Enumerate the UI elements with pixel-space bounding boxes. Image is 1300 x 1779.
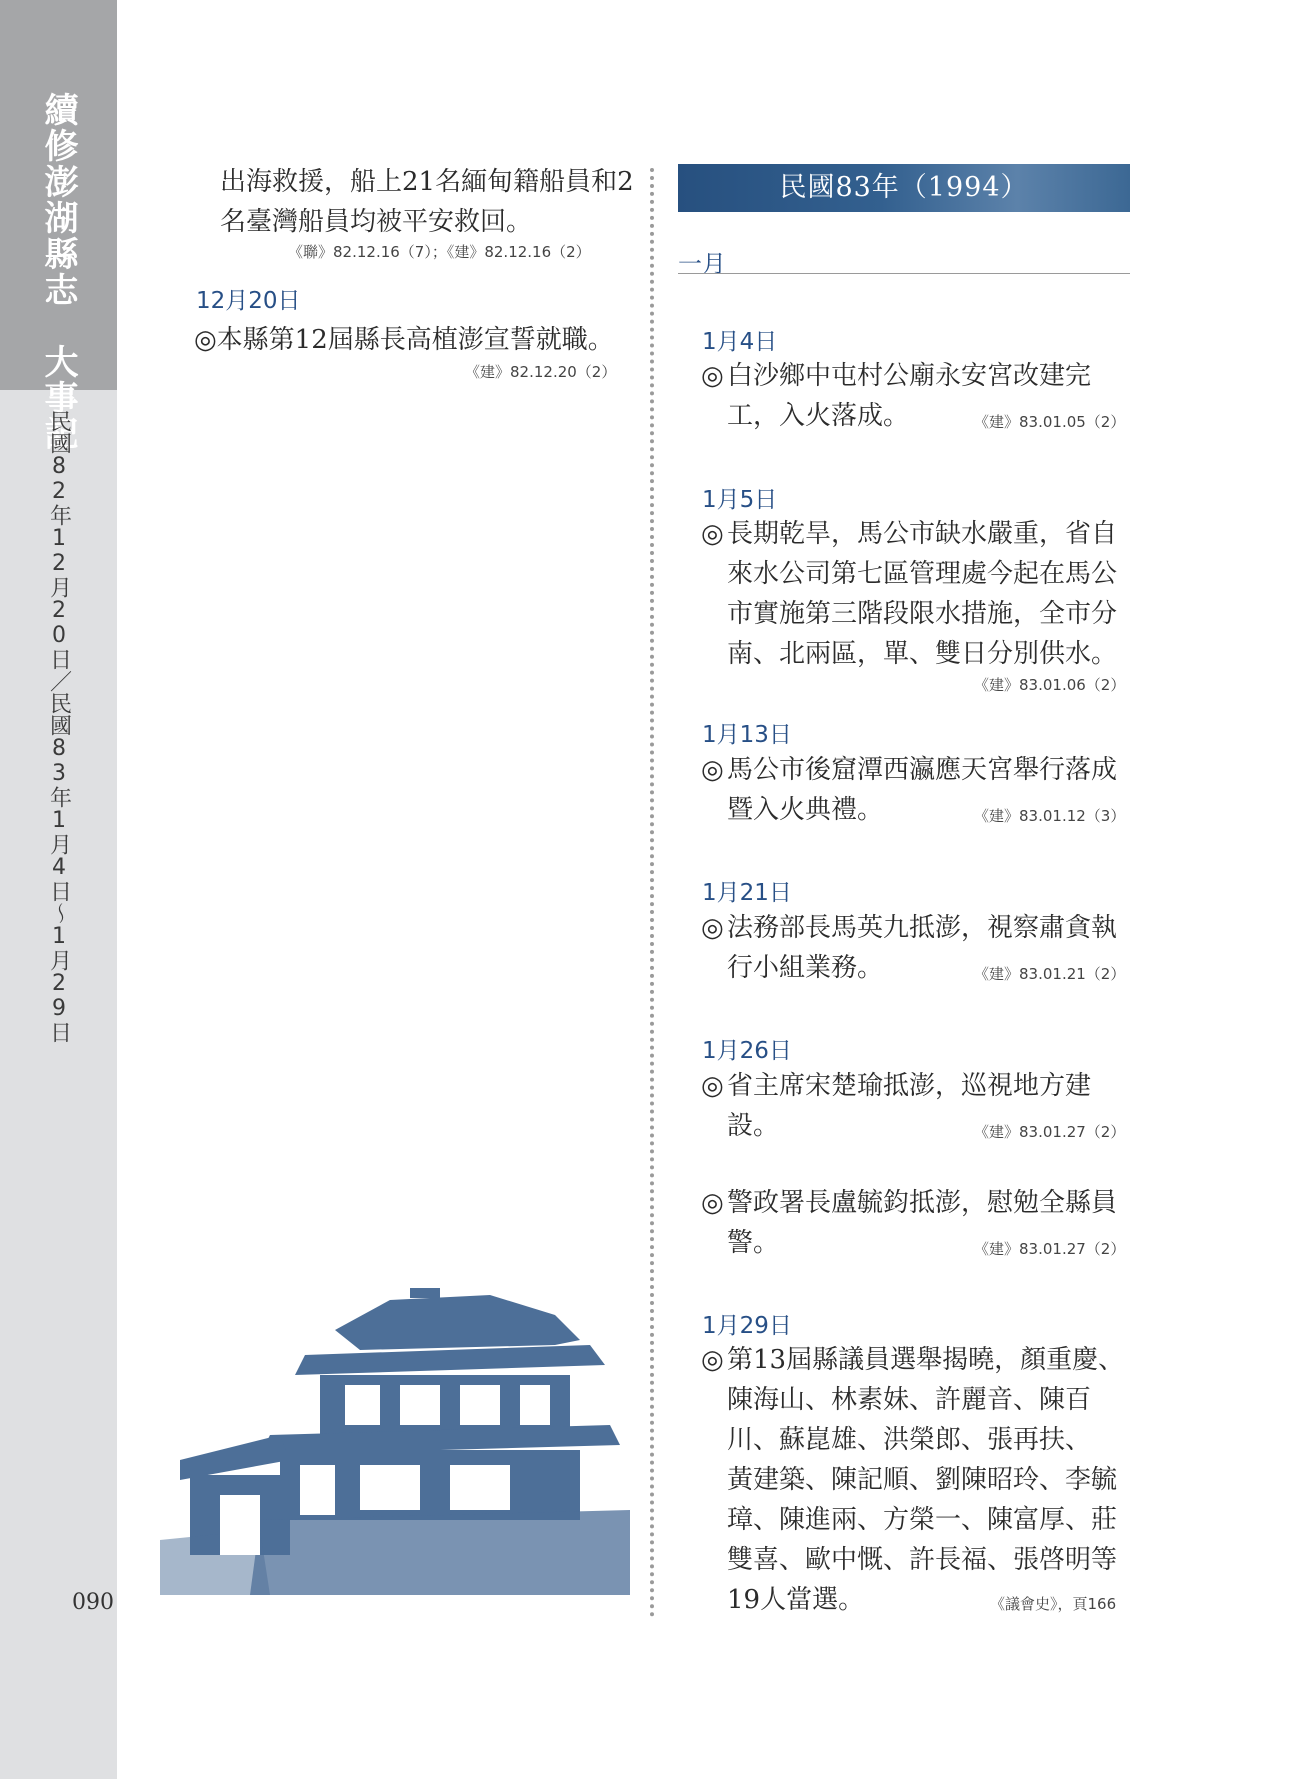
entry-date: 1月4日 — [702, 329, 778, 355]
entry-line: 省主席宋楚瑜抵澎，巡視地方建 — [727, 1071, 1092, 1101]
entry-line: 璋、陳進兩、方榮一、陳富厚、莊 — [727, 1505, 1118, 1535]
source-citation: 《建》83.01.27（2） — [974, 1123, 1126, 1141]
source-citation: 《建》83.01.21（2） — [974, 965, 1126, 983]
entry-line: 第13屆縣議員選舉揭曉，顏重慶、 — [727, 1345, 1125, 1375]
bullet-mark: ◎ — [701, 1345, 724, 1375]
entry-line: 警。 — [727, 1228, 780, 1258]
entry-line: 警政署長盧毓鈞抵澎，慰勉全縣員 — [727, 1188, 1118, 1218]
source-citation: 《建》83.01.12（3） — [974, 807, 1126, 825]
entry-line: 雙喜、歐中慨、許長福、張啓明等 — [727, 1545, 1118, 1575]
entry-date: 1月13日 — [702, 722, 792, 748]
continued-line: 出海救援，船上21名緬甸籍船員和2 — [220, 167, 634, 197]
bullet-mark: ◎ — [701, 913, 724, 943]
continued-entry — [220, 162, 634, 242]
entry-date: 12月20日 — [196, 288, 301, 314]
source-citation: 《建》83.01.05（2） — [974, 413, 1126, 431]
month-rule — [678, 273, 1130, 274]
entry-date: 1月26日 — [702, 1038, 792, 1064]
entry-line: 來水公司第七區管理處今起在馬公 — [727, 559, 1118, 589]
source-citation: 《建》82.12.20（2） — [465, 363, 617, 381]
entry-line: 陳海山、林素妹、許麗音、陳百 — [727, 1385, 1092, 1415]
sidebar — [0, 0, 117, 1779]
entry-line: 長期乾旱，馬公市缺水嚴重，省自 — [727, 519, 1118, 549]
bullet-mark: ◎ — [701, 1071, 724, 1101]
entry-text — [701, 1340, 1125, 1620]
entry-line: 白沙鄉中屯村公廟永安宮改建完 — [727, 361, 1092, 391]
entry-date: 1月21日 — [702, 880, 792, 906]
entry-line: 工，入火落成。 — [727, 401, 910, 431]
entry-line: 行小組業務。 — [727, 953, 884, 983]
entry-text — [194, 320, 614, 360]
entry-line: 黃建築、陳記順、劉陳昭玲、李毓 — [727, 1465, 1118, 1495]
date-range-label: 民國82年12月20日／民國83年1月4日～1月29日 — [46, 410, 72, 1043]
year-banner: 民國83年（1994） — [678, 164, 1130, 212]
book-title: 續修澎湖縣志 大事記 — [38, 92, 78, 452]
bullet-mark: ◎ — [701, 755, 724, 785]
source-citation: 《議會史》，頁166 — [990, 1595, 1117, 1613]
entry-line: 南、北兩區，單、雙日分別供水。 — [727, 639, 1118, 669]
entry-line: 川、蘇崑雄、洪榮郎、張再扶、 — [727, 1425, 1092, 1455]
entry-date: 1月29日 — [702, 1313, 792, 1339]
entry-line: 市實施第三階段限水措施，全市分 — [727, 599, 1118, 629]
entry-line: 設。 — [727, 1111, 780, 1141]
bullet-mark: ◎ — [701, 361, 724, 391]
entry-date: 1月5日 — [702, 487, 778, 513]
entry-line: 19人當選。 — [727, 1585, 865, 1615]
source-citation: 《建》83.01.27（2） — [974, 1240, 1126, 1258]
entry-line: 馬公市後窟潭西瀛應天宮舉行落成 — [727, 755, 1118, 785]
source-citation: 《建》83.01.06（2） — [974, 676, 1126, 694]
bullet-mark: ◎ — [701, 1188, 724, 1218]
source-citation: 《聯》82.12.16（7）；《建》82.12.16（2） — [288, 243, 591, 261]
temple-illustration — [160, 1285, 630, 1595]
column-divider — [650, 168, 654, 1618]
bullet-mark: ◎ — [701, 519, 724, 549]
continued-line: 名臺灣船員均被平安救回。 — [220, 207, 533, 237]
entry-line: ◎本縣第12屆縣長高植澎宣誓就職。 — [194, 325, 614, 355]
month-heading: 一月 — [678, 250, 726, 278]
page-number: 090 — [72, 1590, 114, 1615]
entry-line: 暨入火典禮。 — [727, 795, 884, 825]
entry-text — [701, 514, 1118, 674]
entry-line: 法務部長馬英九抵澎，視察肅貪執 — [727, 913, 1118, 943]
